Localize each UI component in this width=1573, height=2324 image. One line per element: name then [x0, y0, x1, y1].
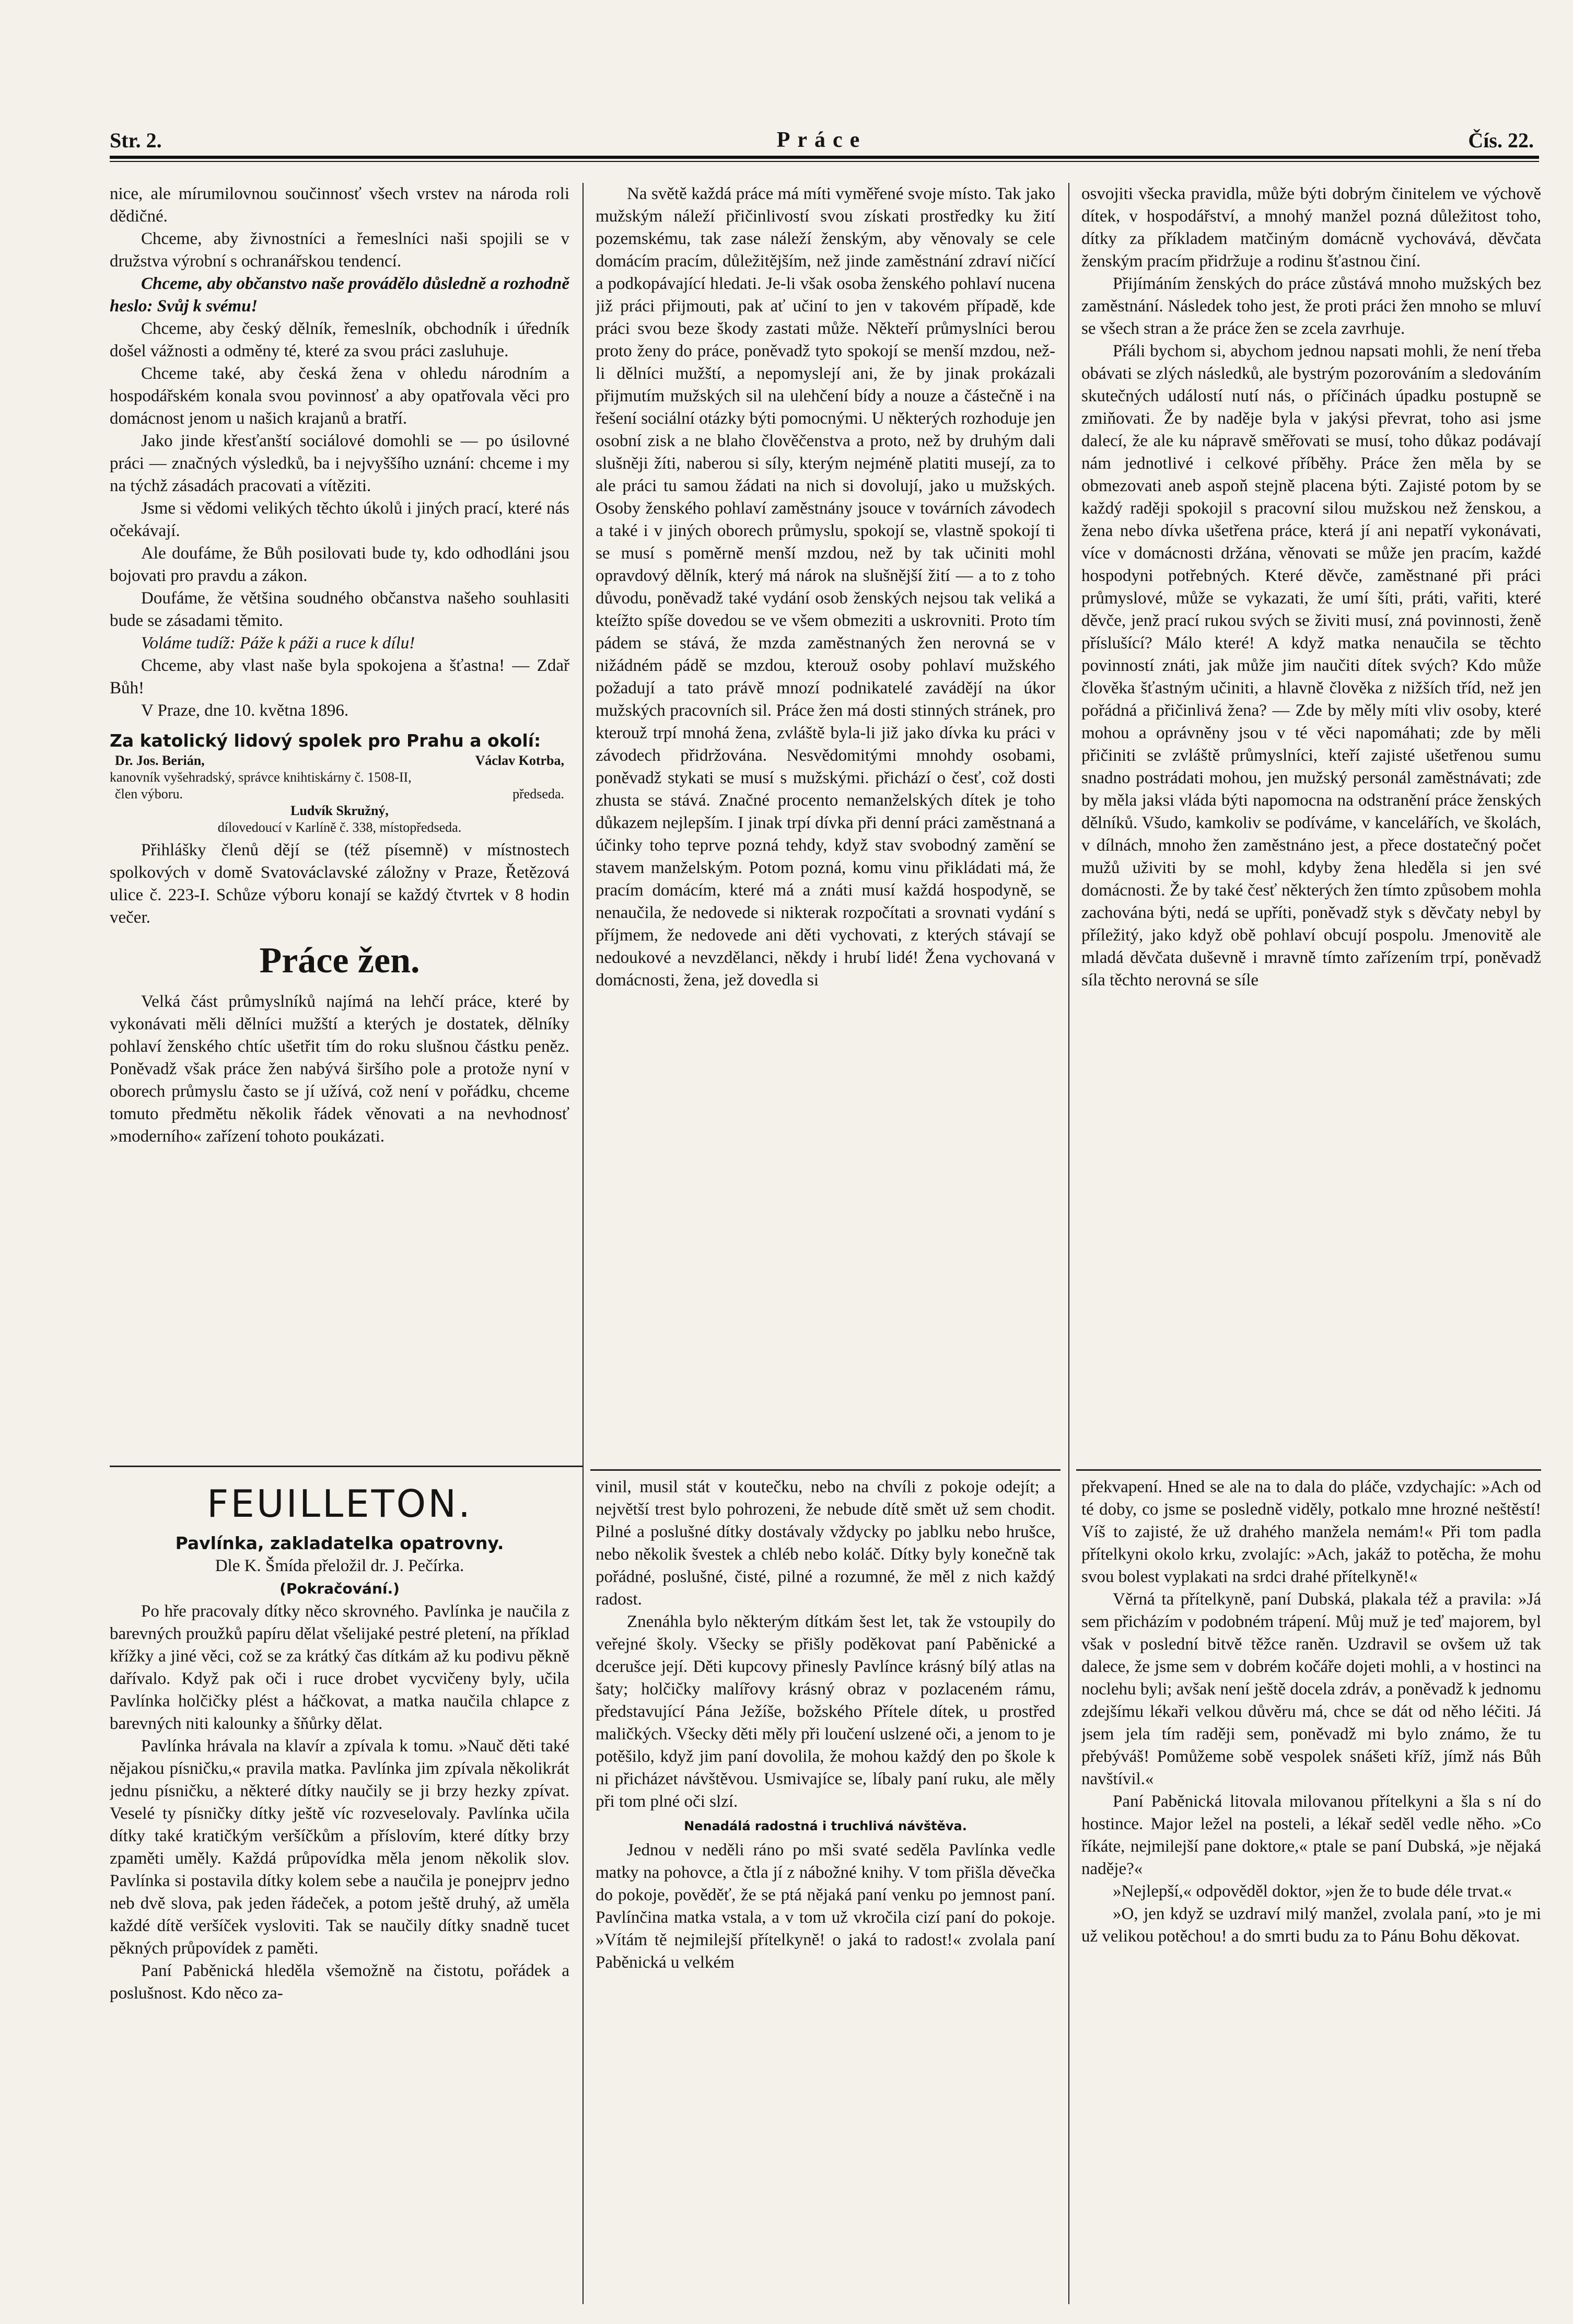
- column-divider: [1068, 183, 1069, 2304]
- header-rule-thick: [110, 156, 1539, 159]
- signatory-role: člen výboru.: [115, 786, 183, 801]
- org-heading: Za katolický lidový spolek pro Prahu a okolí:: [110, 730, 541, 751]
- newspaper-title: Práce: [776, 128, 867, 152]
- feuilleton-label: FEUILLETON.: [207, 1482, 472, 1526]
- section-title: Práce žen.: [259, 940, 420, 981]
- col1-paragraph-motto: Chceme, aby občanstvo naše provádělo důsledně a rozhodně heslo: Svůj k svému!: [110, 274, 569, 316]
- col1-paragraph: nice, ale mírumilovnou součinnosť všech vrstev na národa roli dědičné.: [110, 184, 569, 226]
- story-paragraph: Pavlínka hrávala na klavír a zpívala k tomu. »Nauč děti také nějakou písničku,« pravila matka. Pavlínka jim zpívala několikrát jednu písničku, a některé dítky naučily se ji brzy hezky zpívat. Veselé ty písničky dítky ještě víc rozveselovaly. Pavlínka učila dítky také kratičkým veršíčkům a příslovím, které dítky brzy zpaměti uměly. Každá průpovídka měla jenom několik slov. Pavlínka si postavila dítky kolem sebe a naučila je ponejprv jedno neb dvě slova, pak jeden řádeček, a potom ještě druhý, až uměla každé dítě veršíček vysloviti. Tak se naučily dítky snadně tucet pěkných průpovídek z paměti.: [110, 1737, 569, 1958]
- sig-row: [110, 786, 569, 803]
- sig-row: [110, 752, 569, 769]
- col1-paragraph: Chceme, aby vlast naše byla spokojena a šťastna! — Zdař Bůh!: [110, 656, 569, 698]
- story-paragraph: Po hře pracovaly dítky něco skrovného. Pavlínka je naučila z barevných proužků papíru dělat všelijaké pestré pletení, na příklad křížky a jiné věci, což se za krátký čas dítkám až ku podivu pěkně dařívalo. Když pak oči i ruce drobet vycvičeny byly, učila Pavlínka holčičky plést a háčkovat, a matka naučila chlapce z barevných niti kalounky a šňůrky dělat.: [110, 1602, 569, 1733]
- signatory-role: předseda.: [512, 786, 564, 801]
- col1-paragraph: Ale doufáme, že Bůh posilovati bude ty, kdo odhodláni jsou bojovati pro pravdu a zákon.: [110, 544, 569, 585]
- signatory-name: Ludvík Skružný,: [290, 803, 389, 818]
- section-paragraph: Velká část průmyslníků najímá na lehčí práce, které by vykonávati měli dělníci mužští a kterých je dostatek, dělníky pohlaví ženského chtíc ušetřit tím do roku slušnou částku peněz. Poněvadž však práce žen nabývá širšího pole a protože nyní v oborech průmyslu často se jí užívá, což není v pořádku, chceme tomuto předmětu několik řádek věnovati a na nevhodnosť »moderního« zařízení tohoto poukázati.: [110, 992, 569, 1146]
- header-rule-thin: [110, 161, 1539, 162]
- col2-paragraph: Na světě každá práce má míti vyměřené svoje místo. Tak jako mužským náleží přičinlivostí svou získati prostředky ku žití pozemskému, tak zase náleží ženským, aby věnovaly se cele domácím pracím, důležitějším, než jinde zaměstnání zdraví ničící a podkopávající hledati. Je-li však osoba ženského pohlaví nucena již práci přijmouti, pak ať učiní to jen v takovém případě, kde práci svou beze škody zastati může. Někteří průmyslníci berou proto ženy do práce, poněvadž tyto spokojí se menší mzdou, než-li dělníci mužští, a nepomyslejí ani, že by jinak prokázali přijmutím mužských sil na ulehčení bídy a nouze a částečně i na řešení sociální otázky býti pomocnými. U některých rozhoduje jen osobní zisk a ne blaho člověčenstva a proto, než by druhým dali slušněji žíti, naberou si síly, kterým nejméně platiti musejí, za to ale práci tu samou žádati na nich si dovolují, jako u mužských. Osoby ženského pohlaví zaměstnány jsouce v továrních závodech a také i v jiných oborech průmyslu, spokojí se, vlastně spokojí ti se musí s poměrně menší mzdou, než by tak učiniti mohl opravdový dělník, který má nárok na slušnější žití — a to z toho důvodu, poněvadž také vydání osob ženských nejsou tak veliká a kteížto spíše dovedou se ve všem obmeziti a uskrovniti. Proto tím pádem se stává, že mzda zaměstnaných žen nerovná se v nižádném pádě se mzdou, kterouž osoby pohlaví mužského požadují a tato právě mnozí podnikatelé zavádějí na úkor mužských pracovních sil. Práce žen má dosti stinných stránek, pro kterouž trpí mnohá žena, zvláště byla-li již jako dívka ku práci v závodech přidržována. Nesvědomitými mnohdy osobami, poněvadž stykati se musí s mužskými. přichází o česť, což dosti zhusta se stává. Značné procento nemanželských dítek je toho důkazem nejlepším. I jinak trpí dívka při denní práci zaměstnaná a účinky toho teprve pozná tehdy, když stav svobodný zamění se stavem manželským. Potom pozná, komu vinu přikládati má, že pracím domácím, které má a znáti musí každá hospodyně, se nenaučila, že nedovede si nikterak rozpočítati a srovnati vydání s příjmem, že nedovede ani děti vychovati, z kterých stávají se nedoukové a nevzdělanci, někdy i hrubí lidé! Žena vychovaná v domácnosti, žena, jež dovedla si: [596, 184, 1055, 990]
- feuilleton-divider: [110, 1466, 582, 1467]
- feuilleton-column-2: [596, 1476, 1055, 2308]
- story-paragraph: Věrná ta přítelkyně, paní Dubská, plakala též a pravila: »Já sem přicházím v podobném trápení. Můj muž je teď majorem, byl však v poslední bitvě těžce raněn. Uzdravil se ovšem už tak dalece, že jsme sem v dobrém kočáře dojeti mohli, a v hostinci na noclehu byli; avšak není ještě docela zdráv, a poněvadž k jednomu zdejšímu lékaři velkou důvěru má, chce se dát od něho léčiti. Já jsem jela tím raději sem, poněvadž mi bylo známo, že tu přebýváš! Pomůžeme sobě vespolek snášeti kříž, jímž nás Bůh navštívil.«: [1081, 1590, 1541, 1788]
- signatory-name: Václav Kotrba,: [475, 753, 564, 768]
- column-2: [596, 183, 1055, 1458]
- story-subheading: Nenadálá radostná i truchlivá návštěva.: [684, 1819, 967, 1833]
- story-paragraph: Paní Paběnická hleděla všemožně na čistotu, pořádek a poslušnost. Kdo něco za-: [110, 1961, 569, 2003]
- page-number: Str. 2.: [110, 129, 162, 152]
- story-paragraph: Znenáhla bylo některým dítkám šest let, tak že vstoupily do veřejné školy. Všecky se přišly poděkovat paní Paběnické a dcerušce její. Děti kupcovy přinesly Pavlínce krásný bílý atlas na šaty; holčičky malířovy krásný obraz v pozlaceném rámu, představující Pána Ježíše, božského Přítele dítek, u prostřed maličkých. Všecky děti měly při loučení uslzené oči, a jenom to je potěšilo, když jim paní dovolila, že mohou každý den po škole k ni přicházet návštěvou. Usmivajíce se, líbaly paní ruku, ale měly při tom plné oči slzí.: [596, 1612, 1055, 1811]
- story-paragraph: překvapení. Hned se ale na to dala do pláče, vzdychajíc: »Ach od té doby, co jsme se posledně viděly, potkalo mne hrozné neštěstí! Víš to zajisté, že už drahého manžela nemám!« Při tom padla přítelkyni okolo krku, zvolajíc: »Ach, jakáž to potěcha, že mohu svou bolest vyplakati na srdci drahé přítelkyně!«: [1081, 1478, 1541, 1586]
- story-paragraph: Paní Paběnická litovala milovanou přítelkyni a šla s ní do hostince. Major ležel na posteli, a lékař seděl vedle něho. »Co říkáte, nejmilejší pane doktore,« ptale se paní Dubská, »je nějaká naděje?«: [1081, 1792, 1541, 1878]
- page-header: [110, 121, 1534, 153]
- column-3: [1081, 183, 1541, 1458]
- col1-paragraph: Chceme, aby český dělník, řemeslník, obchodník i úředník došel vážnosti a odměny té, které za svou práci zasluhuje.: [110, 319, 569, 361]
- col1-paragraph: Doufáme, že většina soudného občanstva našeho souhlasiti bude se zásadami těmito.: [110, 589, 569, 630]
- col1-paragraph: Jako jinde křesťanští sociálové domohli se — po úsilovné práci — značných výsledků, ba i nejvyššího uznání: chceme i my na týchž zásadách pracovati a vítěziti.: [110, 432, 569, 495]
- org-signatures: [110, 752, 569, 836]
- issue-number: Čís. 22.: [1468, 129, 1534, 152]
- story-continuation: (Pokračování.): [279, 1580, 400, 1597]
- feuilleton-divider: [1076, 1469, 1541, 1471]
- col1-paragraph: Chceme, aby živnostníci a řemeslníci naši spojili se v družstva výrobní s ochranářskou tendencí.: [110, 229, 569, 271]
- story-byline: Dle K. Šmída přeložil dr. J. Pečírka.: [215, 1556, 464, 1575]
- story-paragraph: Jednou v neděli ráno po mši svaté seděla Pavlínka vedle matky na pohovce, a čtla jí z nábožné knihy. V tom přišla děvečka do pokoje, pověděť, že se ptá nějaká paní venku po jemnost paní. Pavlínčina matka vstala, a v tom už vkročila cizí paní do pokoje. »Vítám tě nejmilejší přítelkyně! o jaká to radost!« zvolala paní Paběnická u velkém: [596, 1841, 1055, 1972]
- col1-paragraph-call: Voláme tudíž: Páže k páži a ruce k dílu!: [141, 634, 415, 653]
- col1-paragraph: Chceme také, aby česká žena v ohledu národním a hospodářském konala svou povinnosť a aby opatřovala věci pro domácnost jenom u našich krajanů a bratří.: [110, 364, 569, 428]
- column-divider: [582, 183, 584, 2304]
- story-paragraph: »O, jen když se uzdraví milý manžel, zvolala paní, »to je mi už velikou potěchou! a do smrti budu za to Pánu Bohu děkovat.: [1081, 1904, 1541, 1946]
- feuilleton-column-1: [110, 1472, 569, 2308]
- feuilleton-column-3: [1081, 1476, 1541, 2308]
- signatory-role: kanovník vyšehradský, správce knihtiskárny č. 1508-II,: [110, 770, 412, 785]
- column-1: [110, 183, 569, 1458]
- feuilleton-divider: [590, 1469, 1061, 1471]
- story-paragraph: »Nejlepší,« odpověděl doktor, »jen že to bude déle trvat.«: [1113, 1882, 1512, 1901]
- col3-paragraph: Přáli bychom si, abychom jednou napsati mohli, že není třeba obávati se zlých následků, ale bystrým pozorováním a sledováním skutečných událostí nutí nás, o příčinách úpadku postupně se zmiňovati. Že by naděje byla v jakýsi převrat, toho asi jsme dalecí, že ale ku nápravě směřovati se musí, toho důkaz podávají nám jednotlivé i celkové příběhy. Práce žen měla by se obmezovati aneb aspoň stejně placena býti. Zajisté potom by se každý raději spokojil s pracovní silou mužskou než ženskou, a žena nebo dívka ušetřena práce, která jí ani nepatří vykonávati, více v domácnosti držána, věnovati se může jen pracím, každé hospodyni potřebných. Které děvče, zaměstnané při práci průmyslové, může se vykazati, že umí šíti, práti, vařiti, které děvče, jenž prací rukou svých se živiti musí, zná povinnosti, ženě příslušící? Málo které! A když matka nenaučila se těchto povinností znáti, jak může jim naučiti dítek svých? Kdo může člověka šťastným učiniti, a hlavně člověka z nižších tříd, než jen pořádná a přičinlivá žena? — Zde by měly míti vliv osoby, které mohou a oprávněny jsou v té věci napomáhati; zde by měli přičiniti se zvláště průmyslníci, kteří zajisté ušetřenou sumu snadno postrádati mohou, jen mužský personál zaměstnávati; zde by měla jaksi vláda býti napomocna na odstranění práce ženských dělníků. Všudo, kamkoliv se podíváme, v kancelářích, ve školách, v dílnách, mnoho žen zaměstnáno jest, a přece dostatečný počet mužů uživiti by se mohl, kdyby žena hleděla si jen své domácnosti. Že by také česť některých žen tímto způsobem mohla zachována býti, nedá se upříti, poněvadž styk s děvčaty nebyl by příležitý, jako když obě pohlaví obcují pospolu. Jmenovitě ale mladá děvčata duševně i mravně tímto zařízením trpí, poněvadž síla těchto nerovná se síle: [1081, 342, 1541, 990]
- story-title: Pavlínka, zakladatelka opatrovny.: [175, 1533, 504, 1553]
- membership-notice: Přihlášky členů dějí se (též písemně) v místnostech spolkových v domě Svatováclavské záložny v Praze, Řetězová ulice č. 223-I. Schůze výboru konají se každý čtvrtek v 8 hodin večer.: [110, 841, 569, 927]
- dateline: V Praze, dne 10. května 1896.: [141, 701, 349, 720]
- signatory-name: Dr. Jos. Berián,: [115, 753, 205, 768]
- story-paragraph: vinil, musil stát v koutečku, nebo na chvíli z pokoje odejít; a největší trest bylo pohrozeni, že nebude dítě smět už sem chodit. Pilné a poslušné dítky dostávaly vždycky po jablku nebo hrušce, nebo několik švestek a chléb nebo koláč. Dítky byly konečně tak pořádné, poslušné, čisté, pilné a rozumné, že měl z nich každý radost.: [596, 1478, 1055, 1609]
- col3-paragraph: Přijímáním ženských do práce zůstává mnoho mužských bez zaměstnání. Následek toho jest, že proti práci žen mnoho se mluví se všech stran a že práce žen se zcela zavrhuje.: [1081, 274, 1541, 338]
- col1-paragraph: Jsme si vědomi velikých těchto úkolů i jiných prací, které nás očekávají.: [110, 499, 569, 540]
- signatory-role: dílovedoucí v Karlíně č. 338, místopředseda.: [217, 820, 462, 835]
- col3-paragraph: osvojiti všecka pravidla, může býti dobrým činitelem ve výchově dítek, v hospodářství, a mnohý manžel pozná důležitost toho, dítky za příkladem matčiným domácně vychovává, děvčata ženským pracím přidržuje a rodinu šťastnou činí.: [1081, 184, 1541, 271]
